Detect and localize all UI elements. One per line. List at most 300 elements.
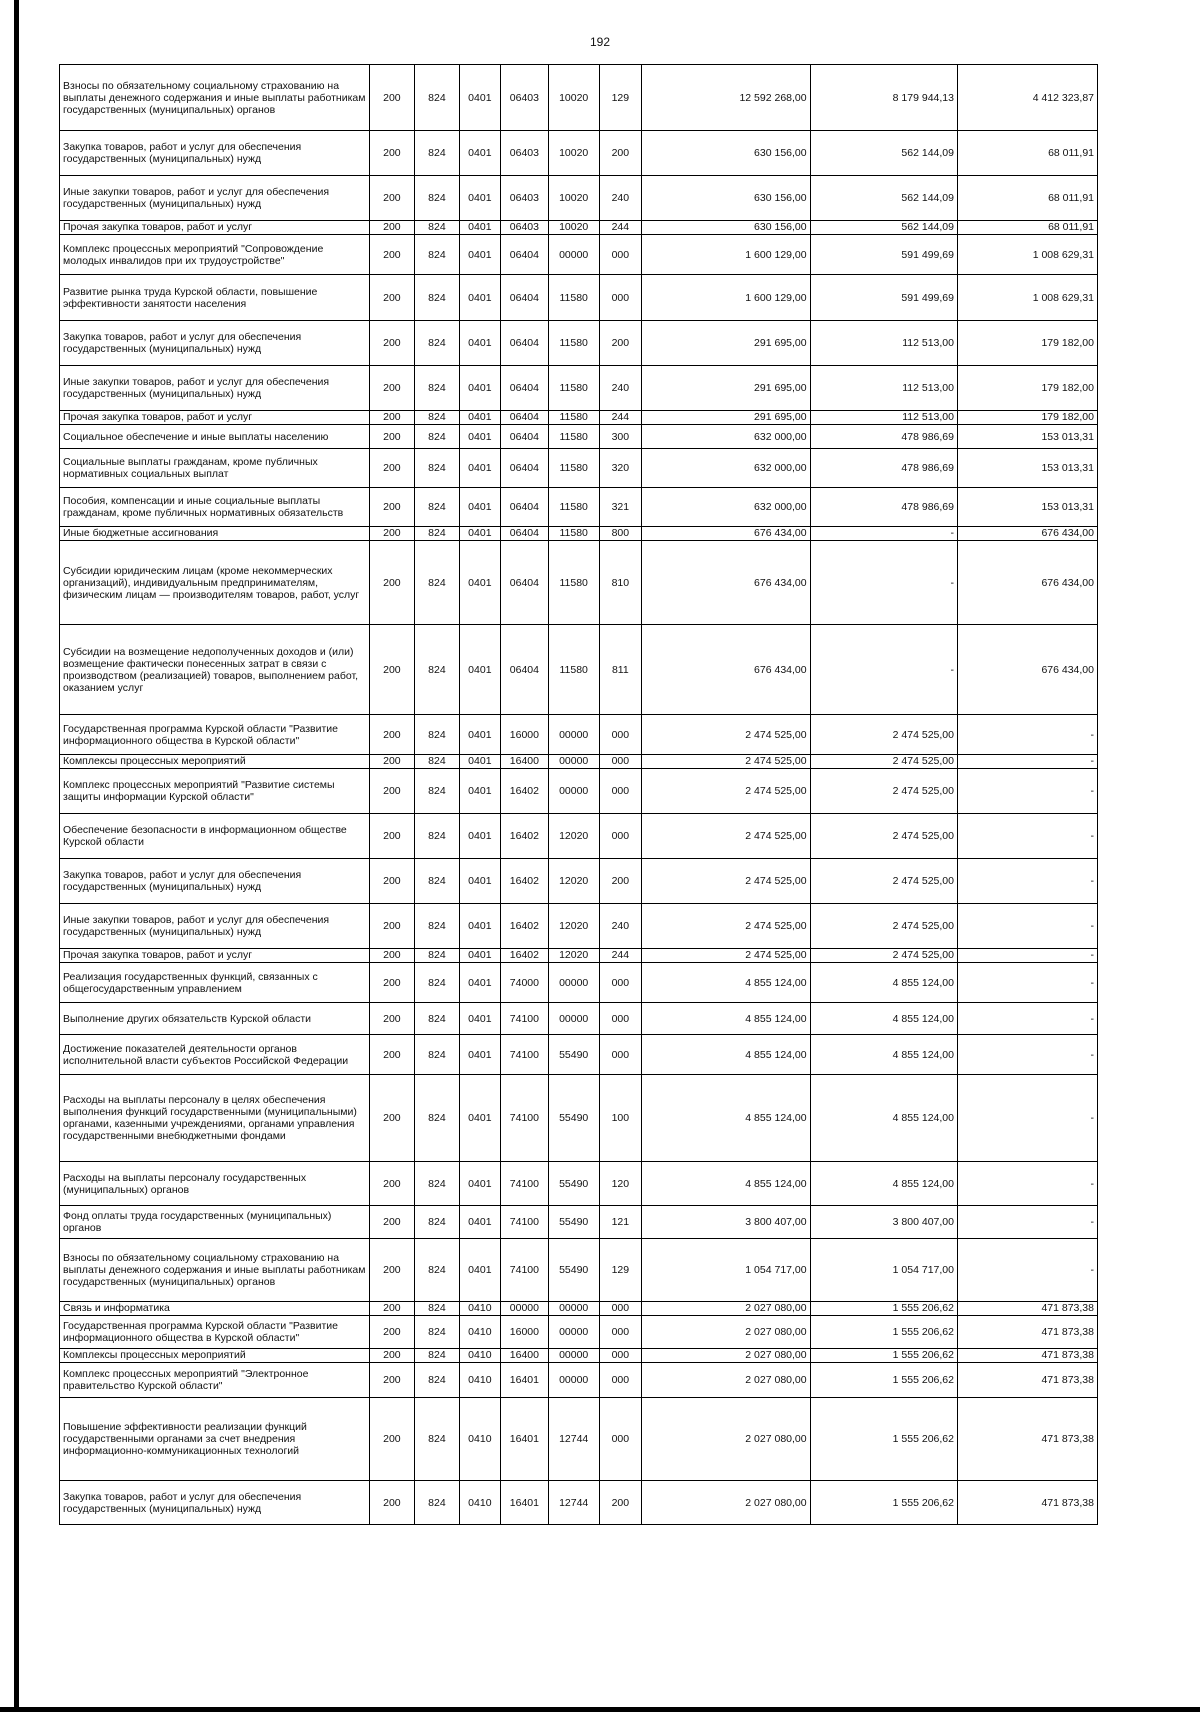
code-cell: 129 <box>599 65 641 131</box>
amount-cell: 2 474 525,00 <box>642 904 811 949</box>
amount-cell: 4 855 124,00 <box>810 963 957 1003</box>
code-cell: 000 <box>599 814 641 859</box>
code-cell: 00000 <box>548 769 599 814</box>
code-cell: 824 <box>415 1162 460 1206</box>
code-cell: 824 <box>415 1239 460 1302</box>
amount-cell: 4 855 124,00 <box>642 1035 811 1075</box>
amount-cell: - <box>957 1003 1097 1035</box>
amount-cell: 562 144,09 <box>810 221 957 235</box>
code-cell: 824 <box>415 221 460 235</box>
amount-cell: 179 182,00 <box>957 366 1097 411</box>
row-name-cell: Комплекс процессных мероприятий "Развитие системы защиты информации Курской области" <box>60 769 370 814</box>
row-name-cell: Обеспечение безопасности в информационном обществе Курской области <box>60 814 370 859</box>
amount-cell: 1 555 206,62 <box>810 1481 957 1525</box>
code-cell: 824 <box>415 769 460 814</box>
code-cell: 200 <box>599 1481 641 1525</box>
amount-cell: 676 434,00 <box>642 625 811 715</box>
amount-cell: - <box>810 541 957 625</box>
code-cell: 00000 <box>548 1302 599 1316</box>
code-cell: 06404 <box>501 275 549 321</box>
amount-cell: 2 474 525,00 <box>810 859 957 904</box>
code-cell: 12020 <box>548 814 599 859</box>
amount-cell: 1 555 206,62 <box>810 1316 957 1349</box>
code-cell: 10020 <box>548 176 599 221</box>
code-cell: 06404 <box>501 366 549 411</box>
amount-cell: 591 499,69 <box>810 235 957 275</box>
row-name-cell: Фонд оплаты труда государственных (муниципальных) органов <box>60 1206 370 1239</box>
code-cell: 244 <box>599 949 641 963</box>
code-cell: 200 <box>369 1239 415 1302</box>
amount-cell: 4 855 124,00 <box>810 1075 957 1162</box>
code-cell: 55490 <box>548 1035 599 1075</box>
code-cell: 0401 <box>459 625 500 715</box>
row-name-cell: Закупка товаров, работ и услуг для обеспечения государственных (муниципальных) нужд <box>60 859 370 904</box>
code-cell: 0401 <box>459 321 500 366</box>
table-row <box>60 488 1098 527</box>
code-cell: 0401 <box>459 715 500 755</box>
code-cell: 0401 <box>459 1003 500 1035</box>
code-cell: 200 <box>599 321 641 366</box>
code-cell: 16402 <box>501 904 549 949</box>
amount-cell: 4 855 124,00 <box>642 963 811 1003</box>
table-row <box>60 1349 1098 1363</box>
amount-cell: 2 027 080,00 <box>642 1363 811 1398</box>
code-cell: 200 <box>369 527 415 541</box>
code-cell: 200 <box>599 859 641 904</box>
code-cell: 0401 <box>459 488 500 527</box>
amount-cell: 591 499,69 <box>810 275 957 321</box>
table-row <box>60 1162 1098 1206</box>
amount-cell: - <box>957 859 1097 904</box>
code-cell: 0410 <box>459 1316 500 1349</box>
code-cell: 200 <box>369 541 415 625</box>
code-cell: 16400 <box>501 1349 549 1363</box>
amount-cell: 562 144,09 <box>810 131 957 176</box>
code-cell: 824 <box>415 949 460 963</box>
table-row <box>60 1075 1098 1162</box>
code-cell: 824 <box>415 1398 460 1481</box>
table-row <box>60 1035 1098 1075</box>
code-cell: 824 <box>415 1349 460 1363</box>
amount-cell: 1 555 206,62 <box>810 1363 957 1398</box>
code-cell: 824 <box>415 1302 460 1316</box>
code-cell: 00000 <box>548 1003 599 1035</box>
amount-cell: 2 474 525,00 <box>642 859 811 904</box>
amount-cell: 1 555 206,62 <box>810 1398 957 1481</box>
table-row <box>60 949 1098 963</box>
code-cell: 824 <box>415 366 460 411</box>
code-cell: 000 <box>599 1035 641 1075</box>
row-name-cell: Закупка товаров, работ и услуг для обеспечения государственных (муниципальных) нужд <box>60 1481 370 1525</box>
code-cell: 824 <box>415 235 460 275</box>
code-cell: 200 <box>599 131 641 176</box>
row-name-cell: Государственная программа Курской области "Развитие информационного общества в Курской области" <box>60 1316 370 1349</box>
table-row <box>60 1316 1098 1349</box>
code-cell: 0401 <box>459 527 500 541</box>
amount-cell: 68 011,91 <box>957 221 1097 235</box>
code-cell: 0401 <box>459 541 500 625</box>
code-cell: 10020 <box>548 221 599 235</box>
amount-cell: 2 474 525,00 <box>642 769 811 814</box>
row-name-cell: Закупка товаров, работ и услуг для обеспечения государственных (муниципальных) нужд <box>60 321 370 366</box>
code-cell: 06403 <box>501 221 549 235</box>
amount-cell: 630 156,00 <box>642 176 811 221</box>
code-cell: 200 <box>369 814 415 859</box>
code-cell: 240 <box>599 366 641 411</box>
code-cell: 74100 <box>501 1035 549 1075</box>
code-cell: 11580 <box>548 425 599 449</box>
code-cell: 200 <box>369 769 415 814</box>
code-cell: 0401 <box>459 1206 500 1239</box>
code-cell: 0401 <box>459 131 500 176</box>
table-row <box>60 1302 1098 1316</box>
code-cell: 0401 <box>459 755 500 769</box>
code-cell: 16400 <box>501 755 549 769</box>
row-name-cell: Расходы на выплаты персоналу государственных (муниципальных) органов <box>60 1162 370 1206</box>
amount-cell: - <box>957 1162 1097 1206</box>
amount-cell: 179 182,00 <box>957 411 1097 425</box>
amount-cell: 632 000,00 <box>642 488 811 527</box>
code-cell: 811 <box>599 625 641 715</box>
code-cell: 824 <box>415 488 460 527</box>
code-cell: 000 <box>599 1003 641 1035</box>
code-cell: 74100 <box>501 1075 549 1162</box>
code-cell: 06404 <box>501 321 549 366</box>
code-cell: 11580 <box>548 527 599 541</box>
row-name-cell: Повышение эффективности реализации функций государственными органами за счет внедрения информационно-коммуникационных технологий <box>60 1398 370 1481</box>
row-name-cell: Достижение показателей деятельности органов исполнительной власти субъектов Российской Федерации <box>60 1035 370 1075</box>
amount-cell: - <box>957 814 1097 859</box>
amount-cell: 676 434,00 <box>957 541 1097 625</box>
row-name-cell: Иные закупки товаров, работ и услуг для обеспечения государственных (муниципальных) нужд <box>60 176 370 221</box>
code-cell: 824 <box>415 275 460 321</box>
code-cell: 06404 <box>501 449 549 488</box>
code-cell: 824 <box>415 1035 460 1075</box>
scan-left-edge <box>14 0 19 1712</box>
code-cell: 06404 <box>501 411 549 425</box>
code-cell: 321 <box>599 488 641 527</box>
code-cell: 200 <box>369 1206 415 1239</box>
code-cell: 0401 <box>459 904 500 949</box>
code-cell: 06404 <box>501 235 549 275</box>
table-row <box>60 411 1098 425</box>
code-cell: 200 <box>369 1075 415 1162</box>
amount-cell: - <box>957 963 1097 1003</box>
code-cell: 200 <box>369 1398 415 1481</box>
amount-cell: 1 555 206,62 <box>810 1302 957 1316</box>
code-cell: 000 <box>599 235 641 275</box>
table-row <box>60 963 1098 1003</box>
code-cell: 824 <box>415 1481 460 1525</box>
code-cell: 200 <box>369 275 415 321</box>
code-cell: 200 <box>369 1363 415 1398</box>
code-cell: 824 <box>415 814 460 859</box>
page-number: 192 <box>589 35 611 49</box>
code-cell: 824 <box>415 904 460 949</box>
row-name-cell: Развитие рынка труда Курской области, повышение эффективности занятости населения <box>60 275 370 321</box>
amount-cell: 8 179 944,13 <box>810 65 957 131</box>
table-row <box>60 715 1098 755</box>
code-cell: 121 <box>599 1206 641 1239</box>
amount-cell: 4 855 124,00 <box>642 1003 811 1035</box>
code-cell: 000 <box>599 1316 641 1349</box>
code-cell: 824 <box>415 321 460 366</box>
table-row <box>60 275 1098 321</box>
code-cell: 200 <box>369 235 415 275</box>
amount-cell: 4 855 124,00 <box>810 1003 957 1035</box>
amount-cell: 2 027 080,00 <box>642 1349 811 1363</box>
row-name-cell: Государственная программа Курской области "Развитие информационного общества в Курской области" <box>60 715 370 755</box>
amount-cell: - <box>957 755 1097 769</box>
row-name-cell: Взносы по обязательному социальному страхованию на выплаты денежного содержания и иные выплаты работникам государственных (муниципальных) органов <box>60 65 370 131</box>
code-cell: 824 <box>415 425 460 449</box>
amount-cell: 4 855 124,00 <box>810 1035 957 1075</box>
code-cell: 0401 <box>459 1162 500 1206</box>
row-name-cell: Субсидии юридическим лицам (кроме некоммерческих организаций), индивидуальным предпринимателям, физическим лицам — производителям товаров, работ, услуг <box>60 541 370 625</box>
code-cell: 06403 <box>501 65 549 131</box>
table-row <box>60 221 1098 235</box>
code-cell: 824 <box>415 859 460 904</box>
table-row <box>60 235 1098 275</box>
code-cell: 16401 <box>501 1363 549 1398</box>
row-name-cell: Иные закупки товаров, работ и услуг для обеспечения государственных (муниципальных) нужд <box>60 904 370 949</box>
code-cell: 06404 <box>501 527 549 541</box>
code-cell: 74000 <box>501 963 549 1003</box>
code-cell: 200 <box>369 411 415 425</box>
code-cell: 0401 <box>459 221 500 235</box>
amount-cell: 1 600 129,00 <box>642 275 811 321</box>
amount-cell: 471 873,38 <box>957 1302 1097 1316</box>
code-cell: 0401 <box>459 65 500 131</box>
table-row <box>60 176 1098 221</box>
amount-cell: 4 412 323,87 <box>957 65 1097 131</box>
code-cell: 0410 <box>459 1349 500 1363</box>
amount-cell: 4 855 124,00 <box>810 1162 957 1206</box>
code-cell: 74100 <box>501 1206 549 1239</box>
code-cell: 0401 <box>459 449 500 488</box>
table-row <box>60 131 1098 176</box>
code-cell: 000 <box>599 755 641 769</box>
code-cell: 244 <box>599 221 641 235</box>
code-cell: 12744 <box>548 1481 599 1525</box>
code-cell: 810 <box>599 541 641 625</box>
row-name-cell: Взносы по обязательному социальному страхованию на выплаты денежного содержания и иные выплаты работникам государственных (муниципальных) органов <box>60 1239 370 1302</box>
code-cell: 0401 <box>459 1075 500 1162</box>
table-row <box>60 769 1098 814</box>
code-cell: 10020 <box>548 65 599 131</box>
amount-cell: 112 513,00 <box>810 321 957 366</box>
code-cell: 16402 <box>501 949 549 963</box>
table-row <box>60 1481 1098 1525</box>
code-cell: 0401 <box>459 176 500 221</box>
amount-cell: 68 011,91 <box>957 131 1097 176</box>
amount-cell: 2 474 525,00 <box>642 715 811 755</box>
code-cell: 824 <box>415 527 460 541</box>
amount-cell: 4 855 124,00 <box>642 1162 811 1206</box>
amount-cell: 471 873,38 <box>957 1349 1097 1363</box>
row-name-cell: Прочая закупка товаров, работ и услуг <box>60 949 370 963</box>
code-cell: 00000 <box>548 1316 599 1349</box>
code-cell: 12744 <box>548 1398 599 1481</box>
code-cell: 74100 <box>501 1239 549 1302</box>
amount-cell: 676 434,00 <box>642 541 811 625</box>
code-cell: 200 <box>369 221 415 235</box>
code-cell: 824 <box>415 131 460 176</box>
code-cell: 0410 <box>459 1302 500 1316</box>
code-cell: 16401 <box>501 1481 549 1525</box>
code-cell: 16402 <box>501 859 549 904</box>
code-cell: 824 <box>415 541 460 625</box>
code-cell: 200 <box>369 949 415 963</box>
row-name-cell: Реализация государственных функций, связанных с общегосударственным управлением <box>60 963 370 1003</box>
code-cell: 06404 <box>501 425 549 449</box>
code-cell: 0401 <box>459 769 500 814</box>
amount-cell: 68 011,91 <box>957 176 1097 221</box>
amount-cell: 2 027 080,00 <box>642 1316 811 1349</box>
amount-cell: 1 600 129,00 <box>642 235 811 275</box>
code-cell: 00000 <box>548 755 599 769</box>
code-cell: 200 <box>369 755 415 769</box>
code-cell: 55490 <box>548 1162 599 1206</box>
code-cell: 200 <box>369 449 415 488</box>
code-cell: 11580 <box>548 625 599 715</box>
amount-cell: 632 000,00 <box>642 449 811 488</box>
code-cell: 100 <box>599 1075 641 1162</box>
amount-cell: 4 855 124,00 <box>642 1075 811 1162</box>
code-cell: 200 <box>369 1003 415 1035</box>
amount-cell: - <box>957 949 1097 963</box>
amount-cell: 676 434,00 <box>642 527 811 541</box>
amount-cell: 153 013,31 <box>957 449 1097 488</box>
code-cell: 000 <box>599 1398 641 1481</box>
amount-cell: 1 054 717,00 <box>642 1239 811 1302</box>
code-cell: 0410 <box>459 1481 500 1525</box>
amount-cell: 2 027 080,00 <box>642 1481 811 1525</box>
row-name-cell: Комплексы процессных мероприятий <box>60 1349 370 1363</box>
amount-cell: 179 182,00 <box>957 321 1097 366</box>
row-name-cell: Комплексы процессных мероприятий <box>60 755 370 769</box>
table-row <box>60 1239 1098 1302</box>
amount-cell: 2 474 525,00 <box>642 755 811 769</box>
code-cell: 200 <box>369 131 415 176</box>
amount-cell: 2 474 525,00 <box>810 755 957 769</box>
code-cell: 824 <box>415 625 460 715</box>
table-row <box>60 755 1098 769</box>
amount-cell: 471 873,38 <box>957 1481 1097 1525</box>
amount-cell: - <box>957 904 1097 949</box>
row-name-cell: Прочая закупка товаров, работ и услуг <box>60 411 370 425</box>
code-cell: 74100 <box>501 1162 549 1206</box>
amount-cell: - <box>957 1075 1097 1162</box>
code-cell: 00000 <box>548 715 599 755</box>
amount-cell: 2 474 525,00 <box>642 949 811 963</box>
code-cell: 06403 <box>501 131 549 176</box>
code-cell: 200 <box>369 715 415 755</box>
code-cell: 0401 <box>459 963 500 1003</box>
row-name-cell: Прочая закупка товаров, работ и услуг <box>60 221 370 235</box>
amount-cell: 478 986,69 <box>810 449 957 488</box>
table-row <box>60 527 1098 541</box>
amount-cell: 1 054 717,00 <box>810 1239 957 1302</box>
amount-cell: 291 695,00 <box>642 321 811 366</box>
amount-cell: 3 800 407,00 <box>810 1206 957 1239</box>
row-name-cell: Социальные выплаты гражданам, кроме публичных нормативных социальных выплат <box>60 449 370 488</box>
amount-cell: 2 474 525,00 <box>810 904 957 949</box>
table-row <box>60 366 1098 411</box>
amount-cell: 471 873,38 <box>957 1363 1097 1398</box>
code-cell: 16401 <box>501 1398 549 1481</box>
amount-cell: - <box>957 1206 1097 1239</box>
code-cell: 824 <box>415 1316 460 1349</box>
code-cell: 824 <box>415 1003 460 1035</box>
code-cell: 00000 <box>548 1349 599 1363</box>
code-cell: 0401 <box>459 411 500 425</box>
amount-cell: 562 144,09 <box>810 176 957 221</box>
amount-cell: 1 008 629,31 <box>957 235 1097 275</box>
code-cell: 240 <box>599 904 641 949</box>
table-row <box>60 425 1098 449</box>
code-cell: 200 <box>369 65 415 131</box>
amount-cell: 2 027 080,00 <box>642 1302 811 1316</box>
amount-cell: 153 013,31 <box>957 425 1097 449</box>
row-name-cell: Связь и информатика <box>60 1302 370 1316</box>
code-cell: 200 <box>369 366 415 411</box>
code-cell: 120 <box>599 1162 641 1206</box>
code-cell: 0401 <box>459 425 500 449</box>
code-cell: 0401 <box>459 275 500 321</box>
code-cell: 824 <box>415 755 460 769</box>
table-row <box>60 1398 1098 1481</box>
amount-cell: 676 434,00 <box>957 625 1097 715</box>
code-cell: 12020 <box>548 949 599 963</box>
code-cell: 000 <box>599 1349 641 1363</box>
code-cell: 0401 <box>459 949 500 963</box>
code-cell: 300 <box>599 425 641 449</box>
code-cell: 16000 <box>501 1316 549 1349</box>
code-cell: 000 <box>599 1363 641 1398</box>
table-row <box>60 1363 1098 1398</box>
amount-cell: - <box>810 527 957 541</box>
code-cell: 824 <box>415 411 460 425</box>
code-cell: 824 <box>415 65 460 131</box>
code-cell: 06403 <box>501 176 549 221</box>
table-row <box>60 1003 1098 1035</box>
code-cell: 824 <box>415 963 460 1003</box>
code-cell: 55490 <box>548 1206 599 1239</box>
code-cell: 16402 <box>501 769 549 814</box>
amount-cell: 1 008 629,31 <box>957 275 1097 321</box>
code-cell: 00000 <box>501 1302 549 1316</box>
code-cell: 0401 <box>459 1035 500 1075</box>
table-row <box>60 859 1098 904</box>
amount-cell: 630 156,00 <box>642 131 811 176</box>
code-cell: 200 <box>369 176 415 221</box>
row-name-cell: Пособия, компенсации и иные социальные выплаты гражданам, кроме публичных нормативных обязательств <box>60 488 370 527</box>
row-name-cell: Иные бюджетные ассигнования <box>60 527 370 541</box>
amount-cell: 478 986,69 <box>810 425 957 449</box>
amount-cell: 2 474 525,00 <box>642 814 811 859</box>
row-name-cell: Субсидии на возмещение недополученных доходов и (или) возмещение фактически понесенных затрат в связи с производством (реализацией) товаров, выполнением работ, оказанием услуг <box>60 625 370 715</box>
code-cell: 06404 <box>501 625 549 715</box>
code-cell: 10020 <box>548 131 599 176</box>
row-name-cell: Иные закупки товаров, работ и услуг для обеспечения государственных (муниципальных) нужд <box>60 366 370 411</box>
row-name-cell: Комплекс процессных мероприятий "Электронное правительство Курской области" <box>60 1363 370 1398</box>
code-cell: 0401 <box>459 814 500 859</box>
amount-cell: 630 156,00 <box>642 221 811 235</box>
amount-cell: 478 986,69 <box>810 488 957 527</box>
code-cell: 200 <box>369 321 415 366</box>
code-cell: 824 <box>415 1363 460 1398</box>
